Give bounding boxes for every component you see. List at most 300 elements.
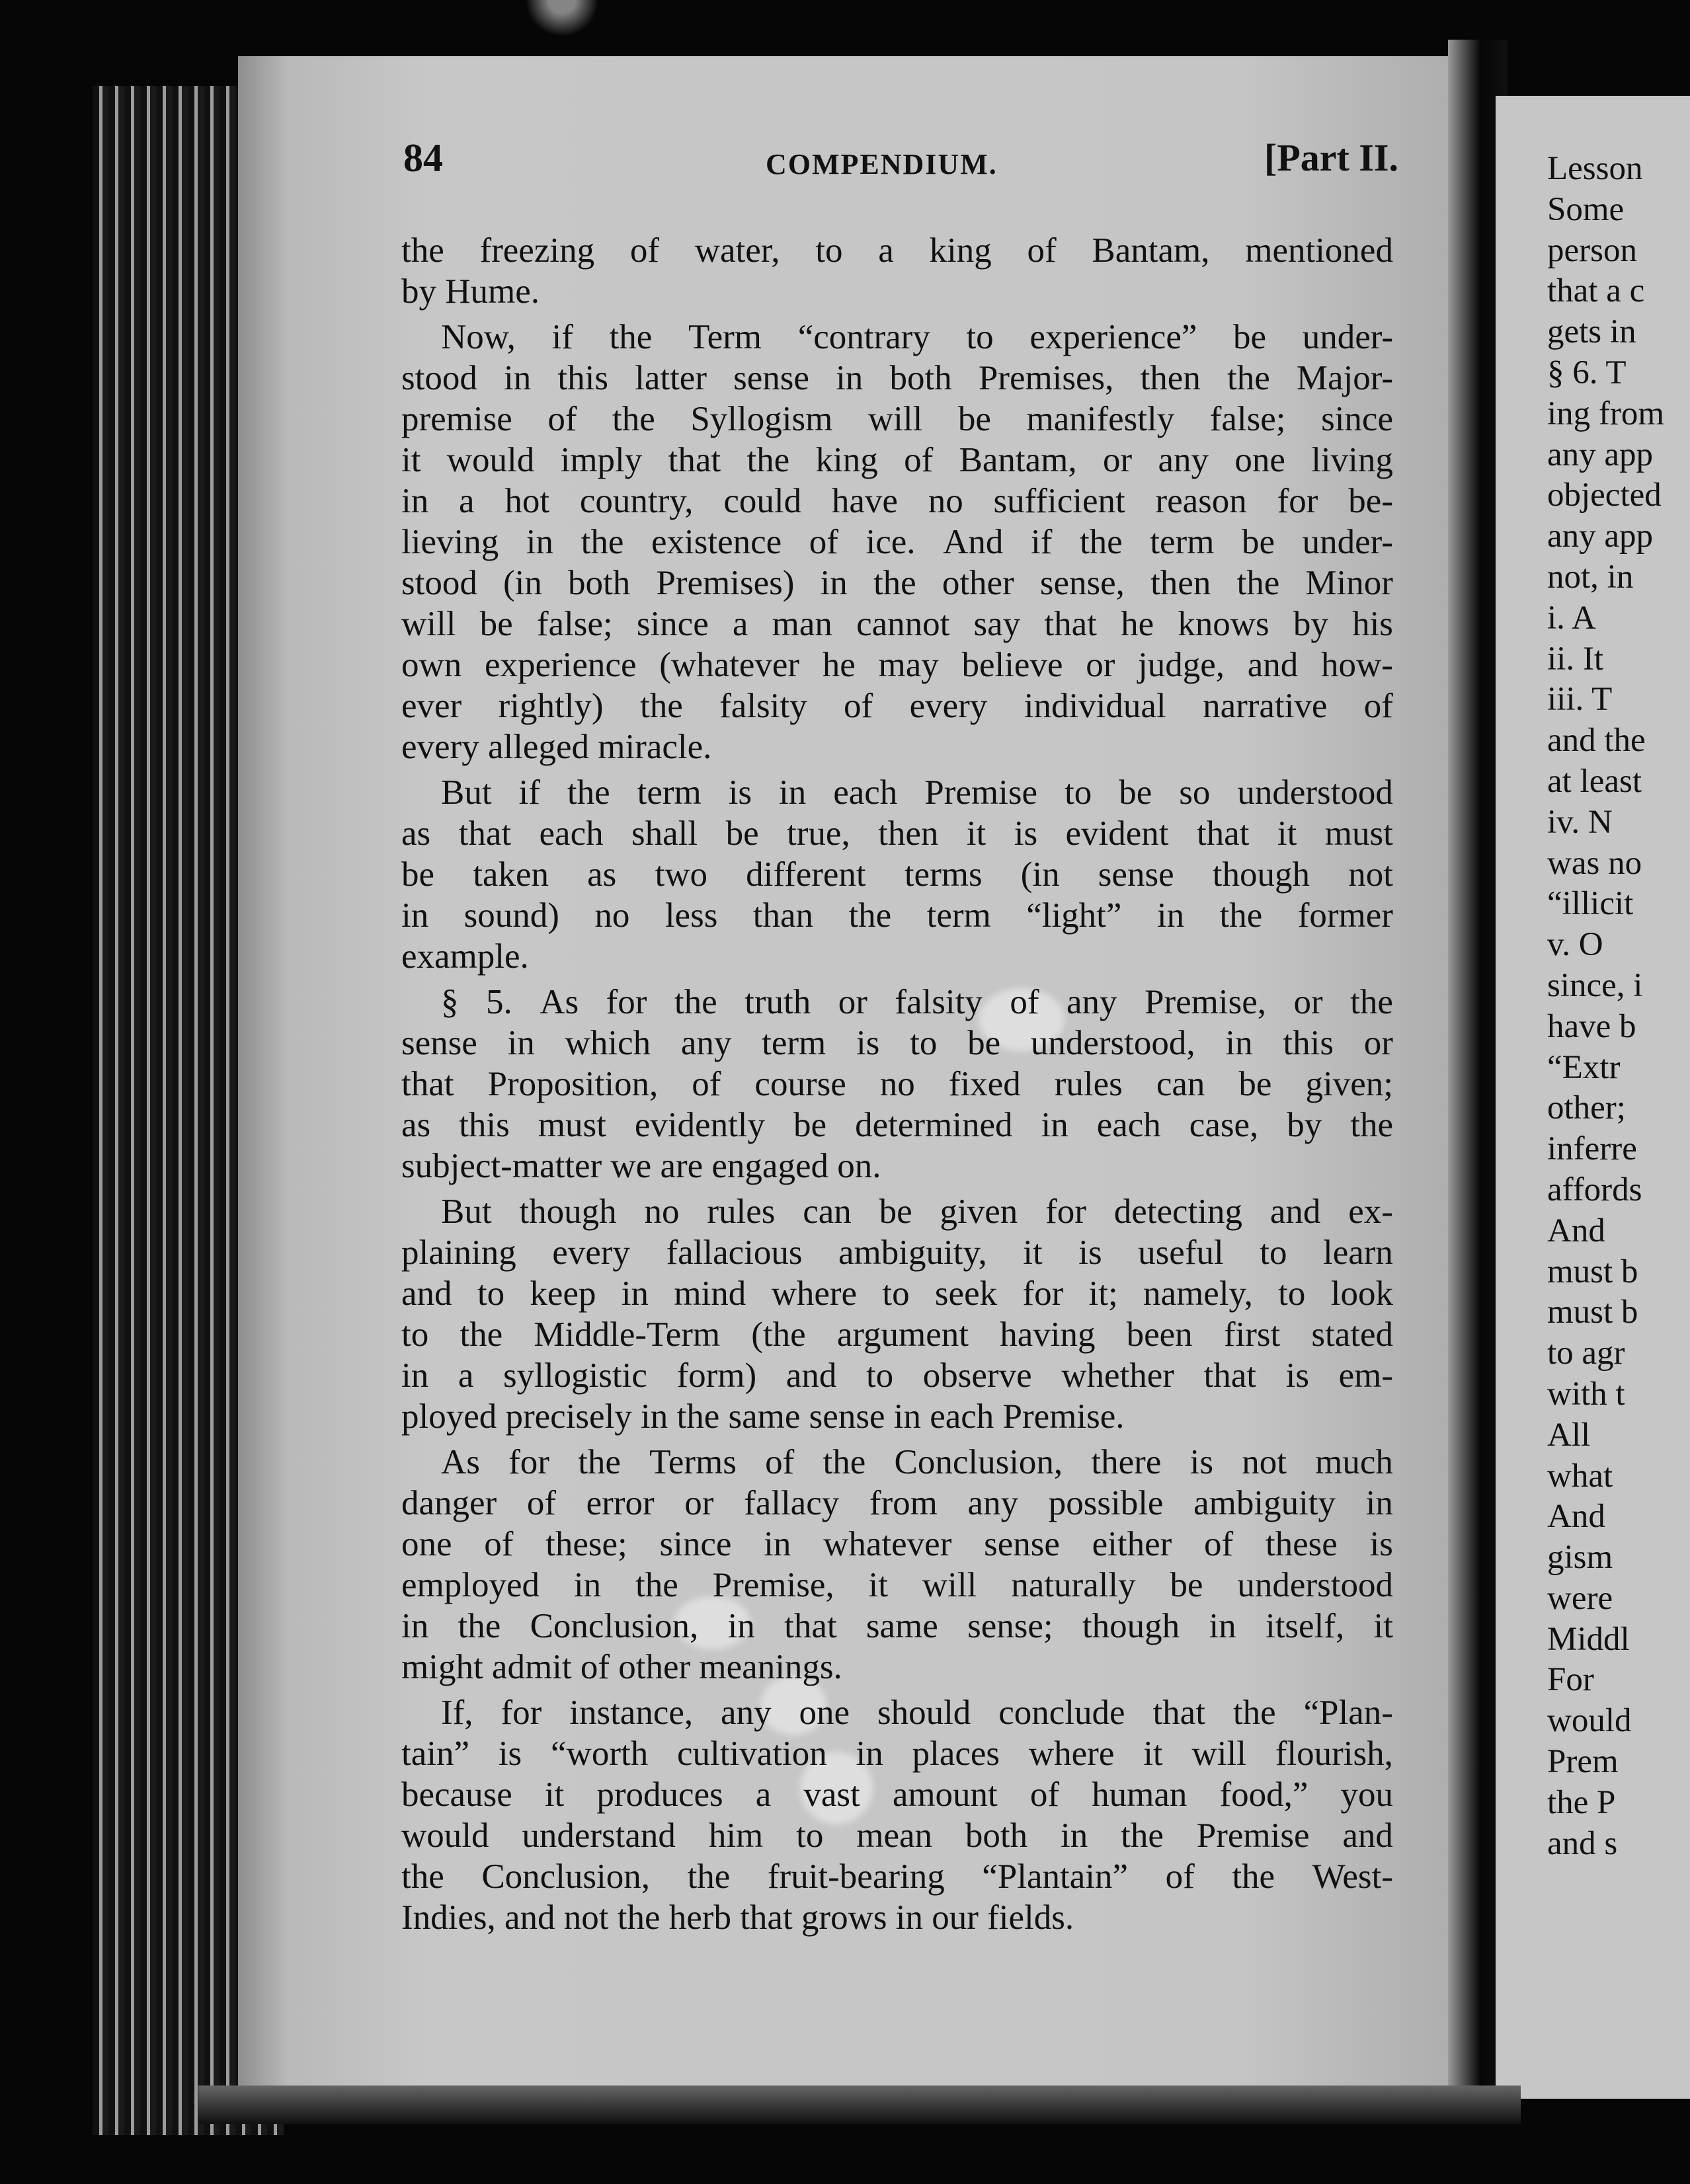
word: that xyxy=(458,814,512,853)
word: existence xyxy=(651,523,782,561)
word: mind xyxy=(674,1274,746,1313)
word: will xyxy=(922,1566,977,1604)
word: be- xyxy=(1348,482,1393,520)
word: the xyxy=(567,773,610,812)
word: employed xyxy=(401,1566,540,1604)
text-line xyxy=(401,1815,1393,1856)
word: either xyxy=(1092,1525,1172,1563)
right-page-line-fragment: was no xyxy=(1547,844,1642,882)
word: or xyxy=(1363,1024,1393,1062)
right-page-line-fragment: that a c xyxy=(1547,272,1645,310)
word: knows xyxy=(1178,605,1269,643)
word: as xyxy=(401,1106,431,1144)
word: though xyxy=(1082,1607,1180,1645)
word: is xyxy=(1078,1233,1102,1272)
word: king xyxy=(929,231,992,270)
word: fallacy xyxy=(744,1484,840,1522)
word: different xyxy=(746,855,866,894)
word: his xyxy=(1352,605,1393,643)
word: the xyxy=(640,687,683,725)
word: he xyxy=(1121,605,1154,643)
word: first xyxy=(1223,1315,1281,1354)
word: As xyxy=(540,983,579,1021)
word: for xyxy=(501,1694,542,1732)
word: “light” xyxy=(1026,896,1122,935)
word: Premise, xyxy=(1145,983,1266,1021)
word: error xyxy=(586,1484,655,1522)
right-page-line-fragment: the P xyxy=(1547,1783,1616,1821)
word: by xyxy=(1287,1106,1322,1144)
word: stood xyxy=(401,359,477,397)
word: term xyxy=(926,896,991,935)
word: in xyxy=(1041,1106,1068,1144)
word: judge, xyxy=(1138,646,1225,684)
text-line xyxy=(401,1606,1393,1647)
word: if xyxy=(551,318,573,356)
word: of xyxy=(1029,1775,1060,1814)
word: latter xyxy=(635,359,707,397)
word: in xyxy=(727,1607,755,1645)
word: a xyxy=(755,1775,772,1814)
word: sense xyxy=(733,359,809,397)
word: of xyxy=(809,523,838,561)
text-line xyxy=(401,358,1393,399)
word: useful xyxy=(1138,1233,1224,1272)
word: the xyxy=(460,1315,503,1354)
word: to xyxy=(882,1274,910,1313)
text-line xyxy=(401,1105,1393,1146)
word: since xyxy=(636,605,709,643)
word: can xyxy=(1156,1065,1205,1103)
word: of xyxy=(1204,1525,1234,1563)
word: then xyxy=(1150,564,1211,602)
part-label: [Part II. xyxy=(1264,136,1398,179)
word: will xyxy=(1191,1735,1246,1773)
word: Bantam, xyxy=(1092,231,1210,270)
text-line xyxy=(401,1191,1393,1232)
word: the xyxy=(609,318,653,356)
word: the xyxy=(1219,896,1263,935)
right-page-line-fragment: with t xyxy=(1547,1375,1625,1413)
word: to xyxy=(796,1816,824,1855)
text-line: Indies, and not the herb that grows in our fields. xyxy=(401,1898,1074,1937)
word: may xyxy=(878,646,939,684)
word: will xyxy=(401,605,456,643)
text-line xyxy=(401,317,1393,358)
word: though xyxy=(519,1192,617,1231)
word: itself, xyxy=(1265,1607,1345,1645)
word: the xyxy=(823,1443,866,1481)
word: this xyxy=(459,1106,510,1144)
word: term xyxy=(1150,523,1215,561)
word: and xyxy=(785,1356,837,1395)
word: to xyxy=(401,1315,429,1354)
word: in xyxy=(1156,896,1185,935)
word: could xyxy=(723,482,802,520)
word: possible xyxy=(1048,1484,1164,1522)
word: both xyxy=(889,359,952,397)
word: fruit-bearing xyxy=(767,1857,945,1896)
word: or xyxy=(684,1484,714,1522)
word: argument xyxy=(836,1315,969,1354)
word: a xyxy=(459,482,475,520)
word: the xyxy=(1227,359,1270,397)
word: from xyxy=(869,1484,938,1522)
word: it xyxy=(544,1775,565,1814)
text-line xyxy=(401,1314,1393,1355)
word: evident xyxy=(1065,814,1169,853)
word: of xyxy=(692,1065,721,1103)
text-line xyxy=(401,563,1393,604)
right-page-line-fragment: and s xyxy=(1547,1824,1618,1862)
word: same xyxy=(865,1607,938,1645)
word: this xyxy=(1283,1024,1334,1062)
word: the xyxy=(401,231,444,270)
word: whether xyxy=(1061,1356,1174,1395)
word: danger xyxy=(401,1484,497,1522)
word: keep xyxy=(530,1274,596,1313)
text-line xyxy=(401,1733,1393,1774)
text-line: by Hume. xyxy=(401,272,540,311)
word: is xyxy=(856,1024,880,1062)
word: “Plantain” xyxy=(982,1857,1129,1896)
text-line xyxy=(401,1023,1393,1064)
word: sense xyxy=(984,1525,1060,1563)
right-page-line-fragment: All xyxy=(1547,1416,1591,1454)
word: the xyxy=(848,896,892,935)
text-line xyxy=(401,1565,1393,1606)
text-line xyxy=(401,399,1393,440)
text-line xyxy=(401,1064,1393,1105)
word: that xyxy=(1044,605,1097,643)
word: be xyxy=(793,1106,827,1144)
word: syllogistic xyxy=(503,1356,647,1395)
page-number: 84 xyxy=(403,136,443,180)
word: to xyxy=(910,1024,938,1062)
word: this xyxy=(557,359,608,397)
word: sense; xyxy=(967,1607,1053,1645)
word: conclude xyxy=(998,1694,1125,1732)
word: the xyxy=(578,1443,621,1481)
word: as xyxy=(401,814,431,853)
right-page-line-fragment: For xyxy=(1547,1661,1594,1699)
bottom-page-shadow xyxy=(198,2086,1521,2124)
scan-dust xyxy=(476,0,648,46)
word: of xyxy=(1165,1857,1195,1896)
word: be xyxy=(725,814,759,853)
word: to xyxy=(477,1274,505,1313)
word: is xyxy=(728,773,752,812)
word: rightly) xyxy=(498,687,604,725)
word: to xyxy=(1278,1274,1306,1313)
word: in xyxy=(779,773,807,812)
right-page-line-fragment: at least xyxy=(1547,762,1642,800)
text-line xyxy=(401,772,1393,813)
word: is xyxy=(1369,1525,1393,1563)
word: and xyxy=(1247,646,1299,684)
word: fixed xyxy=(948,1065,1021,1103)
word: “Plan- xyxy=(1303,1694,1393,1732)
right-page-line-fragment: what xyxy=(1547,1457,1613,1495)
right-page-line-fragment: “Extr xyxy=(1547,1048,1621,1086)
word: (in xyxy=(1020,855,1060,894)
word: each xyxy=(1096,1106,1161,1144)
word: say xyxy=(973,605,1021,643)
right-page-line-fragment: iii. T xyxy=(1547,681,1613,719)
word: observe xyxy=(922,1356,1032,1395)
word: stated xyxy=(1311,1315,1393,1354)
word: shall xyxy=(631,814,698,853)
word: must xyxy=(538,1106,606,1144)
word: he xyxy=(822,646,856,684)
word: no xyxy=(594,896,630,935)
right-page-line-fragment: i. A xyxy=(1547,599,1596,637)
word: truth xyxy=(744,983,811,1021)
word: understood, xyxy=(1030,1024,1195,1062)
word: the xyxy=(1350,983,1393,1021)
word: the xyxy=(1236,564,1280,602)
right-page-line-fragment: Prem xyxy=(1547,1743,1619,1781)
word: (in xyxy=(503,564,542,602)
word: Major- xyxy=(1296,359,1393,397)
word: detecting xyxy=(1113,1192,1242,1231)
word: under- xyxy=(1302,523,1393,561)
text-line: might admit of other meanings. xyxy=(401,1648,842,1686)
text-line xyxy=(401,644,1393,685)
right-page-fragments xyxy=(1547,149,1690,2033)
word: of xyxy=(629,231,659,270)
text-line xyxy=(401,1483,1393,1524)
word: sufficient xyxy=(993,482,1125,520)
word: experience” xyxy=(1029,318,1197,356)
text-line xyxy=(401,481,1393,522)
word: false; xyxy=(536,605,613,643)
word: ice. xyxy=(865,523,916,561)
word: (the xyxy=(751,1315,806,1354)
word: ex- xyxy=(1348,1192,1393,1231)
word: look xyxy=(1330,1274,1393,1313)
right-page-line-fragment: have b xyxy=(1547,1007,1636,1045)
word: would xyxy=(401,1816,489,1855)
word: be xyxy=(957,400,991,438)
word: both xyxy=(568,564,631,602)
word: be xyxy=(879,1192,912,1231)
word: the xyxy=(873,564,916,602)
word: though xyxy=(1212,855,1310,894)
page-body-text xyxy=(401,230,1393,1982)
word: And xyxy=(943,523,1004,561)
right-page-line-fragment: any app xyxy=(1547,518,1654,555)
text-line: every alleged miracle. xyxy=(401,728,712,766)
word: both xyxy=(965,1816,1028,1855)
word: experience xyxy=(484,646,637,684)
word: rules xyxy=(1054,1065,1123,1103)
word: or xyxy=(1086,646,1115,684)
word: mean xyxy=(856,1816,933,1855)
word: king xyxy=(815,441,878,479)
word: reason xyxy=(1155,482,1247,520)
word: it xyxy=(966,814,986,853)
word: the xyxy=(746,441,790,479)
text-line xyxy=(401,230,1393,271)
word: true, xyxy=(787,814,850,853)
word: in xyxy=(1061,1816,1088,1855)
word: be xyxy=(1170,1566,1203,1604)
word: West- xyxy=(1312,1857,1393,1896)
word: by xyxy=(1293,605,1328,643)
word: be xyxy=(967,1024,1001,1062)
word: is xyxy=(498,1735,522,1773)
word: that xyxy=(784,1607,837,1645)
word: should xyxy=(877,1694,971,1732)
word: any xyxy=(721,1694,772,1732)
text-line xyxy=(401,813,1393,854)
word: imply xyxy=(560,441,643,479)
right-page-line-fragment: gism xyxy=(1547,1539,1613,1577)
word: Now, xyxy=(441,318,516,356)
word: of xyxy=(547,400,577,438)
word: lieving xyxy=(401,523,499,561)
running-title: COMPENDIUM. xyxy=(766,148,998,180)
word: Premise xyxy=(924,773,1038,812)
text-line xyxy=(401,1355,1393,1396)
word: in xyxy=(856,1735,883,1773)
text-line xyxy=(401,522,1393,563)
word: that xyxy=(1196,814,1250,853)
word: instance, xyxy=(569,1694,694,1732)
word: given; xyxy=(1305,1065,1393,1103)
word: for xyxy=(1045,1192,1086,1231)
word: in xyxy=(820,564,848,602)
word: in xyxy=(401,896,429,935)
word: every xyxy=(909,687,988,725)
right-page-line-fragment: And xyxy=(1547,1498,1605,1536)
right-page-line-fragment: were xyxy=(1547,1579,1613,1617)
word: Premises) xyxy=(656,564,795,602)
word: it; xyxy=(1088,1274,1118,1313)
text-line xyxy=(401,1774,1393,1815)
word: will xyxy=(867,400,923,438)
word: the xyxy=(1079,523,1123,561)
word: the xyxy=(1232,1857,1275,1896)
word: of xyxy=(844,687,873,725)
text-line xyxy=(401,440,1393,481)
word: term xyxy=(637,773,702,812)
word: the xyxy=(635,1566,678,1604)
word: for xyxy=(508,1443,549,1481)
word: ambiguity xyxy=(1193,1484,1336,1522)
right-page-line-fragment: to agr xyxy=(1547,1335,1625,1372)
word: where xyxy=(1028,1735,1115,1773)
word: every xyxy=(552,1233,630,1272)
word: water, xyxy=(694,231,780,270)
right-page-line-fragment: other; xyxy=(1547,1089,1626,1127)
word: sense xyxy=(1098,855,1174,894)
word: in xyxy=(1209,1607,1236,1645)
right-page-line-fragment: Lesson xyxy=(1547,150,1643,187)
word: is xyxy=(1014,814,1038,853)
word: living xyxy=(1311,441,1393,479)
word: if xyxy=(518,773,540,812)
word: where xyxy=(771,1274,858,1313)
word: namely, xyxy=(1143,1274,1253,1313)
word: any xyxy=(1158,441,1209,479)
word: taken xyxy=(473,855,549,894)
word: no xyxy=(879,1065,915,1103)
word: in xyxy=(1225,1024,1253,1062)
text-line xyxy=(401,604,1393,644)
text-line xyxy=(401,1273,1393,1314)
word: plaining xyxy=(401,1233,516,1272)
word: there xyxy=(1091,1443,1162,1481)
word: which xyxy=(565,1024,651,1062)
word: ever xyxy=(401,687,462,725)
word: a xyxy=(878,231,894,270)
word: But xyxy=(441,1192,492,1231)
word: Premises, xyxy=(978,359,1114,397)
text-line xyxy=(401,854,1393,895)
word: of xyxy=(484,1525,514,1563)
word: be xyxy=(1242,523,1275,561)
word: to xyxy=(815,231,843,270)
word: any xyxy=(967,1484,1019,1522)
word: manifestly xyxy=(1026,400,1175,438)
word: any xyxy=(1066,983,1117,1021)
word: But xyxy=(441,773,492,812)
word: it xyxy=(1373,1607,1393,1645)
word: it xyxy=(1023,1233,1043,1272)
word: any xyxy=(680,1024,732,1062)
word: be xyxy=(1238,1065,1272,1103)
word: each xyxy=(539,814,604,853)
word: produces xyxy=(596,1775,723,1814)
word: naturally xyxy=(1011,1566,1136,1604)
right-page-line-fragment: affords xyxy=(1547,1171,1642,1208)
right-page-line-fragment: “illicit xyxy=(1547,885,1634,923)
word: and xyxy=(1342,1816,1393,1855)
word: the xyxy=(401,1857,444,1896)
word: be xyxy=(1119,773,1152,812)
word: or xyxy=(1103,441,1133,479)
word: 5. xyxy=(485,983,512,1021)
word: be xyxy=(1233,318,1267,356)
word: to xyxy=(1065,773,1092,812)
word: falsity xyxy=(719,687,807,725)
right-page-line-fragment: v. O xyxy=(1547,926,1603,964)
word: no xyxy=(644,1192,680,1231)
word: so xyxy=(1179,773,1211,812)
word: than xyxy=(752,896,814,935)
word: one xyxy=(799,1694,850,1732)
right-page-line-fragment: gets in xyxy=(1547,313,1636,351)
word: in xyxy=(573,1566,602,1604)
word: freezing xyxy=(479,231,595,270)
word: ambiguity, xyxy=(838,1233,987,1272)
word: must xyxy=(1324,814,1393,853)
word: evidently xyxy=(634,1106,766,1144)
word: in xyxy=(1365,1484,1393,1522)
word: in xyxy=(836,359,864,397)
word: having xyxy=(1000,1315,1096,1354)
word: Minor xyxy=(1305,564,1393,602)
word: in xyxy=(526,523,554,561)
word: term xyxy=(762,1024,826,1062)
right-page-line-fragment: any app xyxy=(1547,436,1654,473)
word: or xyxy=(1293,983,1323,1021)
word: of xyxy=(526,1484,556,1522)
word: in xyxy=(764,1525,791,1563)
word: As xyxy=(441,1443,480,1481)
